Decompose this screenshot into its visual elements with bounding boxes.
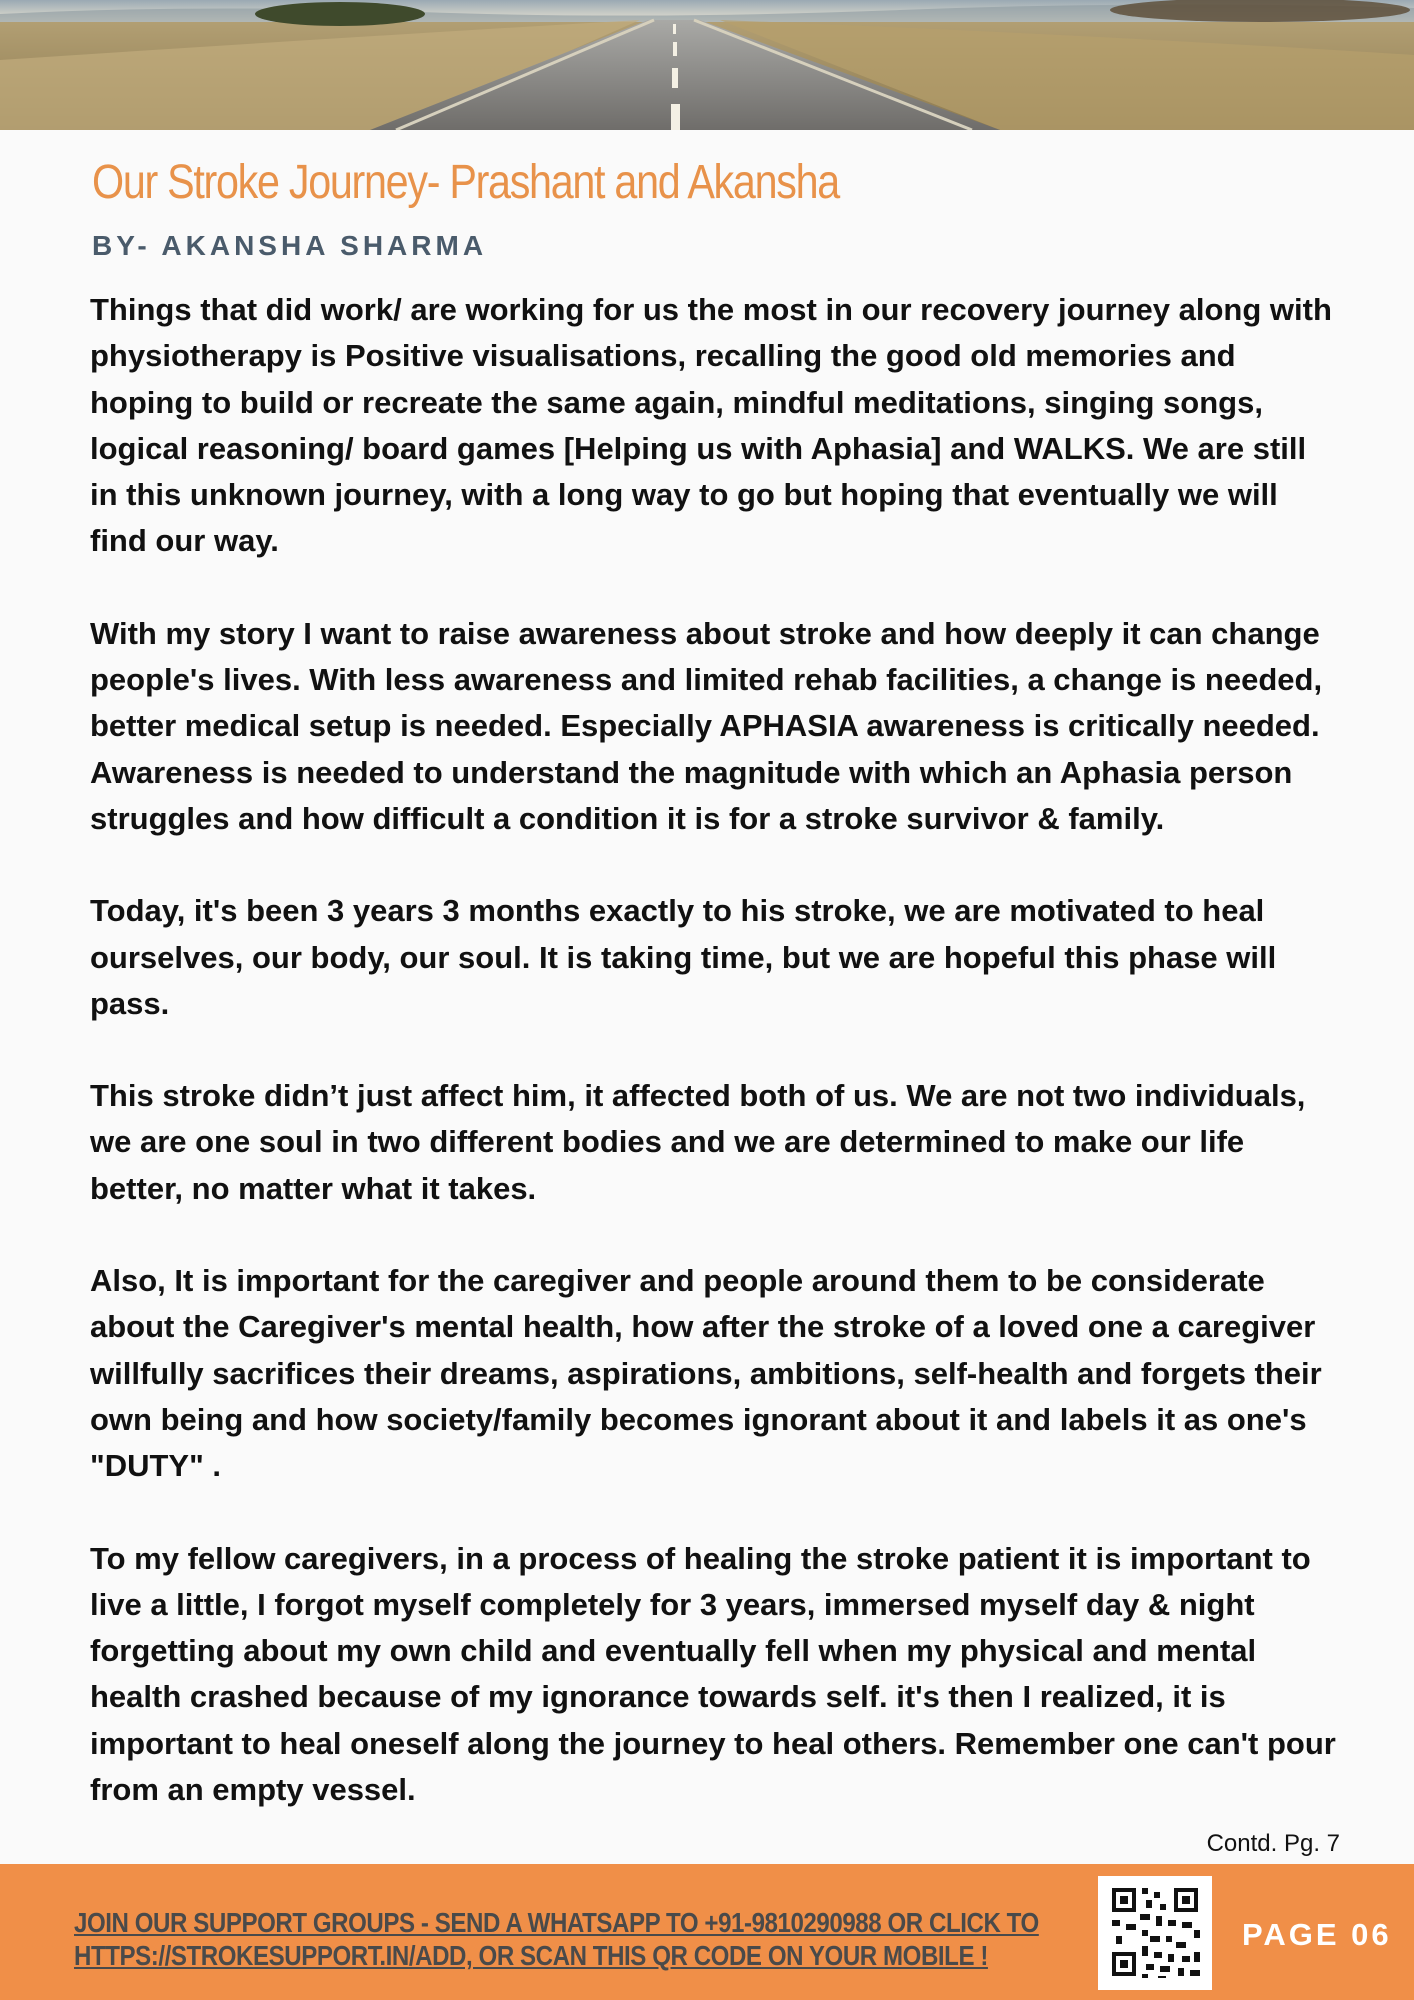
page-title: Our Stroke Journey- Prashant and Akansha [92,156,839,209]
article-body [90,287,1340,1859]
paragraph: With my story I want to raise awareness about stroke and how deeply it can change people's lives. With less awareness and limited rehab facilities, a change is needed, better medical setup is needed. Especially APHASIA awareness is critically needed. Awareness is needed to understand the magnitude with which an Aphasia person struggles and how difficult a condition it is for a stroke survivor & family. [90,615,1323,836]
header-road-image [0,0,1414,130]
continued-note: Contd. Pg. 7 [1206,1830,1340,1857]
support-group-link[interactable] [74,1906,1039,1972]
page-number: PAGE 06 [1242,1917,1392,1952]
paragraph: This stroke didn’t just affect him, it affected both of us. We are not two individuals, we are one soul in two different bodies and we are determined to make our life better, no matter what it takes. [90,1078,1306,1206]
support-line-2: HTTPS://STROKESUPPORT.IN/ADD, OR SCAN THIS QR CODE ON YOUR MOBILE ! [74,1940,988,1971]
paragraph: Today, it's been 3 years 3 months exactly to his stroke, we are motivated to heal ourselves, our body, our soul. It is taking time, but we are hopeful this phase will pass. [90,893,1277,1021]
support-line-1: JOIN OUR SUPPORT GROUPS - SEND A WHATSAPP TO +91-9810290988 OR CLICK TO [74,1907,1039,1938]
paragraph: To my fellow caregivers, in a process of healing the stroke patient it is important to live a little, I forgot myself completely for 3 years, immersed myself day & night forgetting about my own child and eventually fell when my physical and mental health crashed because of my ignorance towards self. it's then I realized, it is important to heal oneself along the journey to heal others. Remember one can't pour from an empty vessel. [90,1540,1336,1808]
paragraph: Things that did work/ are working for us the most in our recovery journey along with physiotherapy is Positive visualisations, recalling the good old memories and hoping to build or recreate the same again, mindful meditations, singing songs, logical reasoning/ board games [Helping us with Aphasia] and WALKS. We are still in this unknown journey, with a long way to go but hoping that eventually we will find our way. [90,292,1332,559]
author-byline: BY- AKANSHA SHARMA [92,230,488,261]
paragraph: Also, It is important for the caregiver and people around them to be considerate about the Caregiver's mental health, how after the stroke of a loved one a caregiver willfully sacrifices their dreams, aspirations, ambitions, self-health and forgets their own being and how society/family becomes ignorant about it and labels it as one's "DUTY" . [90,1263,1322,1484]
qr-code-icon[interactable] [1098,1876,1212,1990]
